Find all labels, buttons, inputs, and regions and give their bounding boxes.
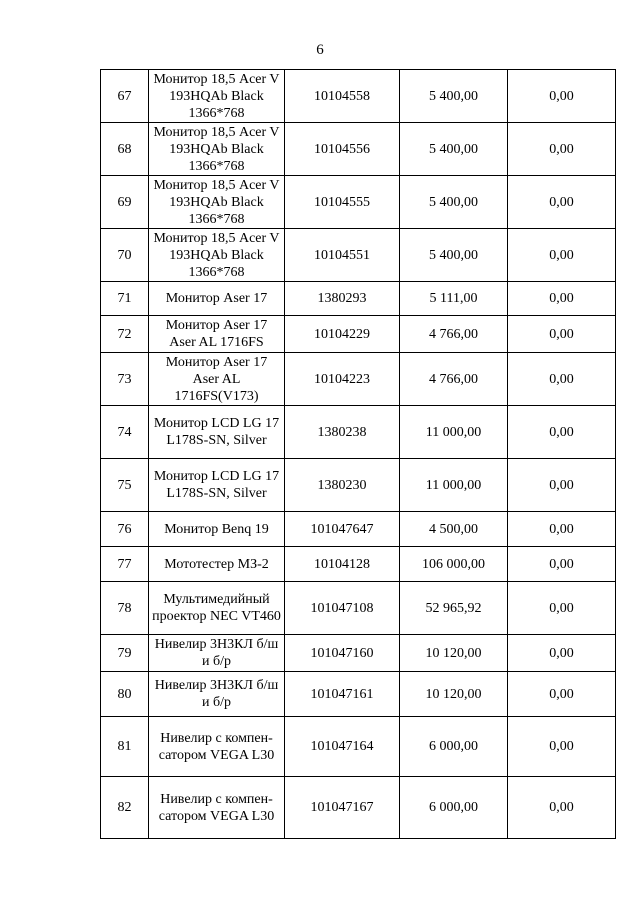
row-number-cell: 70 — [101, 229, 149, 282]
table-row — [101, 70, 616, 123]
table-row — [101, 672, 616, 717]
item-name-cell: Монитор 18,5 Acer V 193HQAb Black 1366*768 — [149, 229, 285, 282]
cost-cell: 5 400,00 — [400, 123, 508, 176]
row-number-cell: 73 — [101, 353, 149, 406]
residual-value-cell: 0,00 — [508, 717, 616, 777]
inventory-code-cell: 101047164 — [285, 717, 400, 777]
table-row — [101, 316, 616, 353]
inventory-code-cell: 1380230 — [285, 459, 400, 512]
cost-cell: 5 400,00 — [400, 70, 508, 123]
residual-value-cell: 0,00 — [508, 123, 616, 176]
item-name-cell: Монитор LCD LG 17 L178S-SN, Silver — [149, 459, 285, 512]
row-number-cell: 72 — [101, 316, 149, 353]
item-name-cell: Монитор Aser 17 — [149, 282, 285, 316]
residual-value-cell: 0,00 — [508, 459, 616, 512]
inventory-code-cell: 101047108 — [285, 582, 400, 635]
inventory-table-body — [101, 70, 616, 839]
cost-cell: 4 766,00 — [400, 353, 508, 406]
table-row — [101, 406, 616, 459]
row-number-cell: 79 — [101, 635, 149, 672]
cost-cell: 4 766,00 — [400, 316, 508, 353]
residual-value-cell: 0,00 — [508, 777, 616, 839]
row-number-cell: 81 — [101, 717, 149, 777]
residual-value-cell: 0,00 — [508, 282, 616, 316]
residual-value-cell: 0,00 — [508, 70, 616, 123]
cost-cell: 10 120,00 — [400, 672, 508, 717]
residual-value-cell: 0,00 — [508, 176, 616, 229]
cost-cell: 5 111,00 — [400, 282, 508, 316]
item-name-cell: Монитор 18,5 Acer V 193HQAb Black 1366*768 — [149, 70, 285, 123]
table-row — [101, 635, 616, 672]
item-name-cell: Монитор 18,5 Acer V 193HQAb Black 1366*768 — [149, 123, 285, 176]
item-name-cell: Монитор LCD LG 17 L178S-SN, Silver — [149, 406, 285, 459]
residual-value-cell: 0,00 — [508, 547, 616, 582]
table-row — [101, 547, 616, 582]
residual-value-cell: 0,00 — [508, 635, 616, 672]
item-name-cell: Нивелир 3Н3КЛ б/ш и б/р — [149, 672, 285, 717]
residual-value-cell: 0,00 — [508, 406, 616, 459]
table-row — [101, 717, 616, 777]
item-name-cell: Монитор Aser 17 Aser AL 1716FS — [149, 316, 285, 353]
item-name-cell: Монитор 18,5 Acer V 193HQAb Black 1366*768 — [149, 176, 285, 229]
table-row — [101, 176, 616, 229]
inventory-code-cell: 101047167 — [285, 777, 400, 839]
table-row — [101, 777, 616, 839]
inventory-table — [100, 69, 616, 839]
row-number-cell: 82 — [101, 777, 149, 839]
page-number: 6 — [316, 42, 324, 58]
item-name-cell: Монитор Aser 17 Aser AL 1716FS(V173) — [149, 353, 285, 406]
inventory-code-cell: 10104551 — [285, 229, 400, 282]
cost-cell: 10 120,00 — [400, 635, 508, 672]
item-name-cell: Монитор Benq 19 — [149, 512, 285, 547]
row-number-cell: 69 — [101, 176, 149, 229]
inventory-code-cell: 10104556 — [285, 123, 400, 176]
item-name-cell: Нивелир с компен-сатором VEGA L30 — [149, 717, 285, 777]
row-number-cell: 76 — [101, 512, 149, 547]
cost-cell: 52 965,92 — [400, 582, 508, 635]
cost-cell: 11 000,00 — [400, 406, 508, 459]
inventory-code-cell: 101047161 — [285, 672, 400, 717]
table-row — [101, 229, 616, 282]
item-name-cell: Нивелир с компен-сатором VEGA L30 — [149, 777, 285, 839]
inventory-code-cell: 101047160 — [285, 635, 400, 672]
residual-value-cell: 0,00 — [508, 316, 616, 353]
item-name-cell: Нивелир 3Н3КЛ б/ш и б/р — [149, 635, 285, 672]
cost-cell: 11 000,00 — [400, 459, 508, 512]
row-number-cell: 75 — [101, 459, 149, 512]
residual-value-cell: 0,00 — [508, 229, 616, 282]
cost-cell: 5 400,00 — [400, 229, 508, 282]
inventory-code-cell: 1380238 — [285, 406, 400, 459]
row-number-cell: 68 — [101, 123, 149, 176]
cost-cell: 6 000,00 — [400, 717, 508, 777]
inventory-code-cell: 10104229 — [285, 316, 400, 353]
cost-cell: 4 500,00 — [400, 512, 508, 547]
inventory-code-cell: 10104128 — [285, 547, 400, 582]
item-name-cell: Мототестер МЗ-2 — [149, 547, 285, 582]
residual-value-cell: 0,00 — [508, 353, 616, 406]
row-number-cell: 71 — [101, 282, 149, 316]
row-number-cell: 80 — [101, 672, 149, 717]
table-row — [101, 512, 616, 547]
table-row — [101, 353, 616, 406]
row-number-cell: 77 — [101, 547, 149, 582]
table-row — [101, 282, 616, 316]
row-number-cell: 67 — [101, 70, 149, 123]
inventory-code-cell: 1380293 — [285, 282, 400, 316]
cost-cell: 5 400,00 — [400, 176, 508, 229]
table-row — [101, 459, 616, 512]
row-number-cell: 78 — [101, 582, 149, 635]
table-row — [101, 582, 616, 635]
residual-value-cell: 0,00 — [508, 672, 616, 717]
inventory-code-cell: 101047647 — [285, 512, 400, 547]
cost-cell: 106 000,00 — [400, 547, 508, 582]
residual-value-cell: 0,00 — [508, 582, 616, 635]
inventory-code-cell: 10104555 — [285, 176, 400, 229]
cost-cell: 6 000,00 — [400, 777, 508, 839]
item-name-cell: Мультимедийный проектор NEC VT460 — [149, 582, 285, 635]
table-row — [101, 123, 616, 176]
residual-value-cell: 0,00 — [508, 512, 616, 547]
row-number-cell: 74 — [101, 406, 149, 459]
inventory-code-cell: 10104223 — [285, 353, 400, 406]
inventory-code-cell: 10104558 — [285, 70, 400, 123]
